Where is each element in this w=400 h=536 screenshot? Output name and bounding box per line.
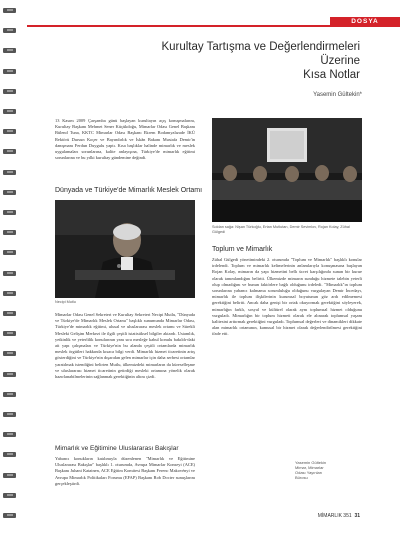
title-line-1: Kurultay Tartışma ve Değerlendirmeleri Üzerine bbox=[161, 41, 360, 67]
page-number: 31 bbox=[354, 513, 360, 519]
article-title bbox=[150, 40, 360, 82]
binder-ring bbox=[3, 513, 16, 518]
intro-text: 13 Kasım 2009 Çarşamba günü başlayan kurultayın açış konuşmalarını, Kurultay Başkanı Mehmet Sener Küçükdoğu, Mimarlar Odası Genel Başkanı Bülend Tuna, KKTC Mimarlar Odası Başkanı Ekrem Bodamyalızade İKÜ Rektörü Dursun Koçer ve Bayındırlık ve İskân Bakanı Mustafa Demir'in danışmanı Ferdun Duygulu yaptı. Kısa başlıklar halinde mimarlık ve meslek uygulamaları sorunlarına, kalite anlayışına, Türkiye'de mimarlık eğitimi sorunlarına ve bu yılki kurultay gündemine değindi. bbox=[55, 118, 195, 161]
section-heading-meslek-ortami: Dünyada ve Türkiye'de Mimarlık Meslek Ortamı bbox=[55, 187, 203, 194]
section1-body bbox=[55, 312, 195, 380]
binder-ring bbox=[3, 28, 16, 33]
binder-ring bbox=[3, 230, 16, 235]
section-heading-toplum: Toplum ve Mimarlık bbox=[212, 246, 273, 253]
section3-text: Zühal Gülgedi yönetimindeki 2. oturumda "Toplum ve Mimarlık" başlıklı konular irdelendi. Toplum ve mimarlık kelimelerinin anlamlarıyla konuşmasına başlayan Rojan Kolay, mimarın da yapı hizmetini bellı ücret karşılığında sunan bir kurue olarak tanımlandığını belirtti. Ülkemizde mimarın sunduğu hizmete talebin yeterli olup olmadığını ve bunun faktörlere bağlı olduğunu irdeledi. "Mimarlık"ın toplum sorunlarına yabancı kalmama sorumluluğu olduğunu vurgulayan Demir İncedayı, mimarlık ile toplum ilişkilerinin kurumsal boyutunun göz ardı edilmemesi gerektiğini belirtti. Ancak daha genişi bir ortak okuyormak gerektiğini söyleyerek, mimarlığın farklı, sosyal ve kültürel olarak aynı toplumsal hizmet olduğunu vurguladı. Mimarlığın bir toplum hizmeti olarak ele alınarak toplumsal yaşam kalitesini arttırmak gerektiğini vurguladı. Toplumsal değerleri ve dinamikleri dikkate alan mimarlık ortamının, kamusal bir hizmet olarak değerlendirilmesi gerektiğini ifade etti. bbox=[212, 257, 362, 337]
binder-ring bbox=[3, 250, 16, 255]
binder-ring bbox=[3, 291, 16, 296]
section2-body bbox=[55, 456, 195, 487]
binder-ring bbox=[3, 190, 16, 195]
binder-ring bbox=[3, 452, 16, 457]
binder-ring bbox=[3, 109, 16, 114]
binder-ring bbox=[3, 311, 16, 316]
section-heading-uluslararasi: Mimarlık ve Eğitimine Uluslararası Bakışlar bbox=[55, 445, 179, 452]
binder-ring bbox=[3, 351, 16, 356]
binder-ring bbox=[3, 48, 16, 53]
binder-ring bbox=[3, 473, 16, 478]
binder-ring bbox=[3, 412, 16, 417]
binder-ring bbox=[3, 372, 16, 377]
intro-paragraph bbox=[55, 118, 195, 161]
binder-ring bbox=[3, 69, 16, 74]
section2-text: Yabancı konukların katılımıyla düzenlenen "Mimarlık ve Eğitimine Uluslararası Bakışlar" başlıklı 1. oturumda, Avrupa Mimarlar Konseyi (ACE) Başkanı Juhani Katainen, ACE Eğitim Komitesi Başkanı Ferenc Makovényi ve Avrupa Mimarlık Politikaları Forumu (EFAP) Başkanı Rob Docter sunuşlarını gerçekleştirdi. bbox=[55, 456, 195, 486]
speaker-photo-caption: Necipi Mutlu bbox=[55, 300, 76, 304]
magazine-issue: MİMARLIK 351 bbox=[317, 513, 352, 519]
binder-ring bbox=[3, 149, 16, 154]
binder-ring bbox=[3, 170, 16, 175]
binder-rings bbox=[0, 0, 20, 536]
section3-body bbox=[212, 257, 362, 338]
page-footer bbox=[318, 513, 360, 519]
author-footnote: Yasemin Gültekin Mimar, Mimarlar Odası Yayınları Bürosu bbox=[295, 460, 327, 480]
binder-ring bbox=[3, 129, 16, 134]
author-name: Yasemin Gültekin* bbox=[313, 92, 362, 98]
binder-ring bbox=[3, 392, 16, 397]
binder-ring bbox=[3, 271, 16, 276]
binder-ring bbox=[3, 8, 16, 13]
panel-photo bbox=[212, 118, 362, 222]
binder-ring bbox=[3, 432, 16, 437]
panel-photo-caption: Soldan sağa: Nişan Türkoğlu, Ertan Mutlutan, Demir Sevimlov, Rojan Kolay, Zühal Gülgedi bbox=[212, 225, 350, 234]
binder-ring bbox=[3, 89, 16, 94]
section-label: DOSYA bbox=[330, 17, 400, 27]
section1-text: Mimarlar Odası Genel Sekreteri ve Kurultay Sekreteri Necipi Mutlu, "Dünyada ve Türkiye'de Mimarlık Meslek Ortamı" başlıklı sunumunda Mimarlar Odası, Türkiye'de mimarlık eğitimi, ulusal ve uluslararası meslek ortamı ve Sürekli Mesleki Gelişim Merkezi ile ilgili çeşitli istatistiksel bilgiler aktardı. Ustamlık, yetkinlik ve yeterlilik konularının yanı sıra mesleğe kabul konulu bakıldı-daki ait yapı çalışmaları ve Türkiye'nin bu alanda çeşitli ortamlarda mimarlık meslek örgütleri hakkında kısaca bilgi verdi. Mimarlık hizmet ticaretinin artış gösterdiğini ve Türkiye'nin dışarıdan gelen mimarlar için daha serbest ortamlar yaratılmak istendiğini belirten Mutlu, ülkemizdeki mimarların da küreselleşme ve uluslararası hizmet ticaretinin getirdiği mesleki ortamına yönelik olarak hazırlanabilmelerinin sağlanmak gerektiğinin altını çizdi. bbox=[55, 312, 195, 380]
binder-ring bbox=[3, 493, 16, 498]
binder-ring bbox=[3, 210, 16, 215]
binder-ring bbox=[3, 331, 16, 336]
speaker-photo bbox=[55, 200, 195, 298]
title-line-2: Kısa Notlar bbox=[303, 69, 360, 81]
